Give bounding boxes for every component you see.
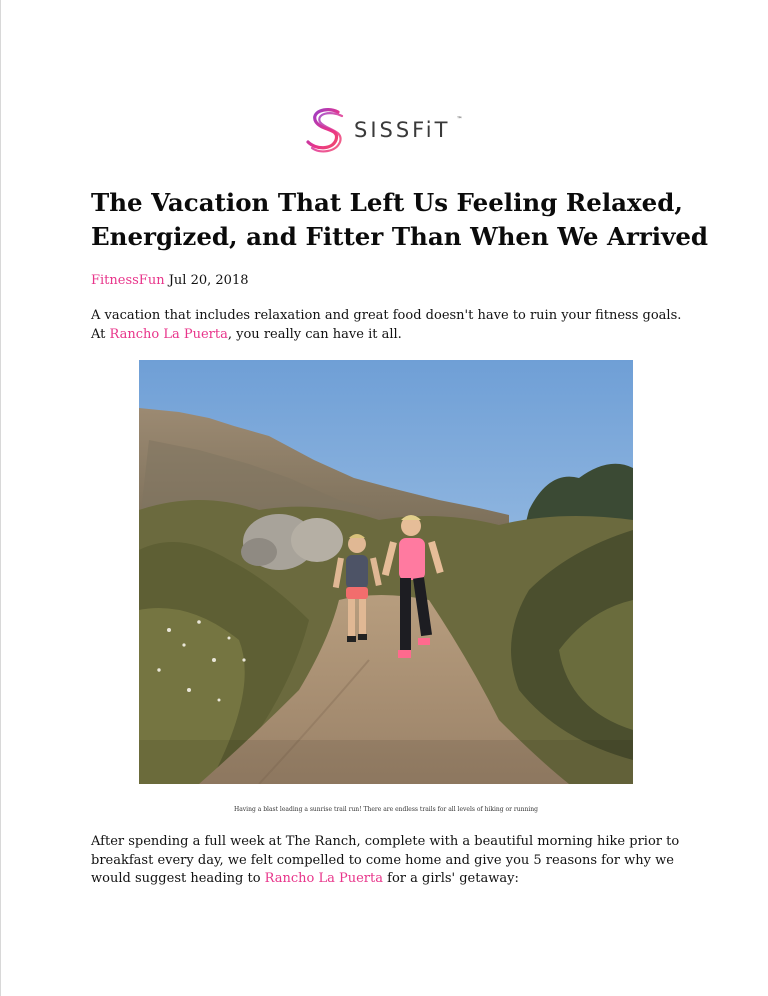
article-title-line-2: Energized, and Fitter Than When We Arrived <box>91 222 709 251</box>
intro-paragraph <box>91 306 691 344</box>
logo-trademark: ™ <box>456 116 463 123</box>
logo-wordmark: SISSFiT <box>354 118 451 142</box>
rancho-la-puerta-link[interactable]: Rancho La Puerta <box>109 327 228 342</box>
article-title-line-1: The Vacation That Left Us Feeling Relaxed, <box>91 188 683 217</box>
publish-date: Jul 20, 2018 <box>168 273 249 288</box>
body-text-start: After spending a full week at The Ranch, complete with a beautiful morning hike prior to breakfast every day, we felt compelled to come home and give you 5 reasons for why we would suggest heading to <box>91 834 680 886</box>
trail-run-photo <box>139 360 633 784</box>
intro-text-start: A vacation that includes relaxation and great food doesn't have to ruin your fitness goals. At <box>91 308 682 342</box>
article-title <box>91 186 711 254</box>
sissfit-logo[interactable] <box>304 106 463 154</box>
body-text-end: for a girls' getaway: <box>383 871 519 886</box>
body-paragraph <box>91 833 691 889</box>
article-byline <box>91 272 248 290</box>
photo-caption: Having a blast leading a sunrise trail run! There are endless trails for all levels of hiking or running <box>233 806 539 813</box>
author-link[interactable]: FitnessFun <box>91 273 165 288</box>
page-edge <box>0 0 1 996</box>
rancho-la-puerta-link-2[interactable]: Rancho La Puerta <box>264 871 383 886</box>
sissfit-s-mark-icon <box>304 106 348 154</box>
intro-text-end: , you really can have it all. <box>227 327 402 342</box>
